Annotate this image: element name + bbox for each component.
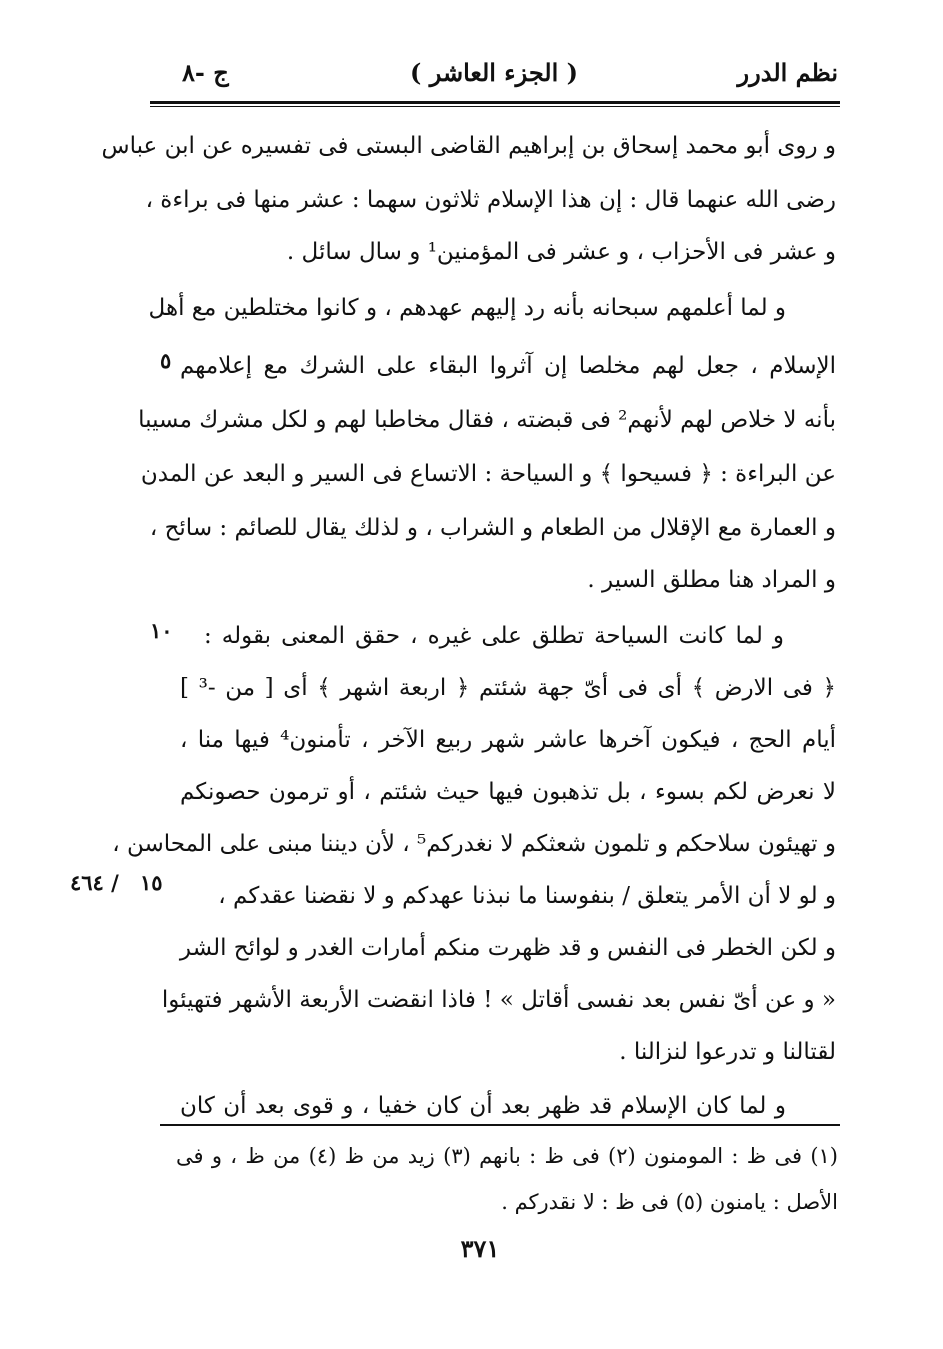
book-title: نظم الدرر [737,58,838,87]
text-line-16: و لكن الخطر فى النفس و قد ظهرت منكم أمارات الغدر و لوائح الشر [179,935,836,961]
part-title: ( الجزء العاشر ) [410,58,578,87]
text-line-12: أيام الحج ، فيكون آخرها عاشر شهر ربيع الآخر ، تأمنون⁴ فيها منا ، [180,727,836,753]
text-line-10: و لما كانت السياحة تطلق على غيره ، حقق المعنى بقوله : [204,623,784,649]
header-rule-thin [150,106,840,107]
text-line-2: رضى الله عنهما قال : إن هذا الإسلام ثلاثون سهما : عشر منها فى براءة ، [145,187,836,213]
footnote-line-2: الأصل : يامنون (٥) فى ظ : لا نقدركم . [501,1190,838,1214]
footnote-line-1: (١) فى ظ : المومنون (٢) فى ظ : بانهم (٣) زيد من ظ (٤) من ظ ، و فى [176,1144,838,1168]
running-header [150,48,838,94]
line-number-10: ١٠ [150,618,173,643]
page-number: ٣٧١ [460,1234,500,1263]
header-rule-thick [150,101,840,104]
text-line-11: ﴿ فى الارض ﴾ أى فى أىّ جهة شئتم ﴿ اربعة اشهر ﴾ أى [ من -³ ] [180,675,836,701]
line-number-15: ١٥ [140,870,163,895]
text-line-19: و لما كان الإسلام قد ظهر بعد أن كان خفيا ، و قوى بعد أن كان [180,1093,786,1119]
text-line-6: بأنه لا خلاص لهم لأنهم² فى قبضته ، فقال مخاطبا لهم و لكل مشرك مسيبا [138,407,836,433]
line-number-5: ٥ [160,348,172,373]
text-line-3: و عشر فى الأحزاب ، و عشر فى المؤمنين¹ و سال سائل . [286,239,836,265]
manuscript-folio-ref: / ٤٦٤ [70,870,119,895]
text-line-5: الإسلام ، جعل لهم مخلصا إن آثروا البقاء على الشرك مع إعلامهم [180,353,836,379]
volume-label: ج -٨ [182,58,229,87]
text-line-9: و المراد هنا مطلق السير . [587,567,836,593]
text-line-4: و لما أعلمهم سبحانه بأنه رد إليهم عهدهم ، و كانوا مختلطين مع أهل [148,295,786,321]
text-line-8: و العمارة مع الإقلال من الطعام و الشراب ، و لذلك يقال للصائم : سائح ، [149,515,836,541]
text-line-14: و تهيئون سلاحكم و تلمون شعثكم لا نغدركم⁵ ، لأن ديننا مبنى على المحاسن ، [112,831,836,857]
text-line-1: و روى أبو محمد إسحاق بن إبراهيم القاضى البستى فى تفسيره عن ابن عباس [101,133,836,159]
text-line-18: لقتالنا و تدرعوا لنزالنا . [619,1039,836,1065]
footnote-rule [160,1124,840,1126]
text-line-15: و لو لا أن الأمر يتعلق / بنفوسنا ما نبذنا عهدكم و لا نقضنا عقدكم ، [218,883,836,909]
text-line-13: لا نعرض لكم بسوء ، بل تذهبون فيها حيث شئتم ، أو ترمون حصونكم [180,779,836,805]
text-line-7: عن البراءة : ﴿ فسيحوا ﴾ و السياحة : الاتساع فى السير و البعد عن المدن [140,461,836,487]
text-line-17: « و عن أىّ نفس بعد نفسى أقاتل » ! فاذا انقضت الأربعة الأشهر فتهيئوا [161,987,836,1013]
